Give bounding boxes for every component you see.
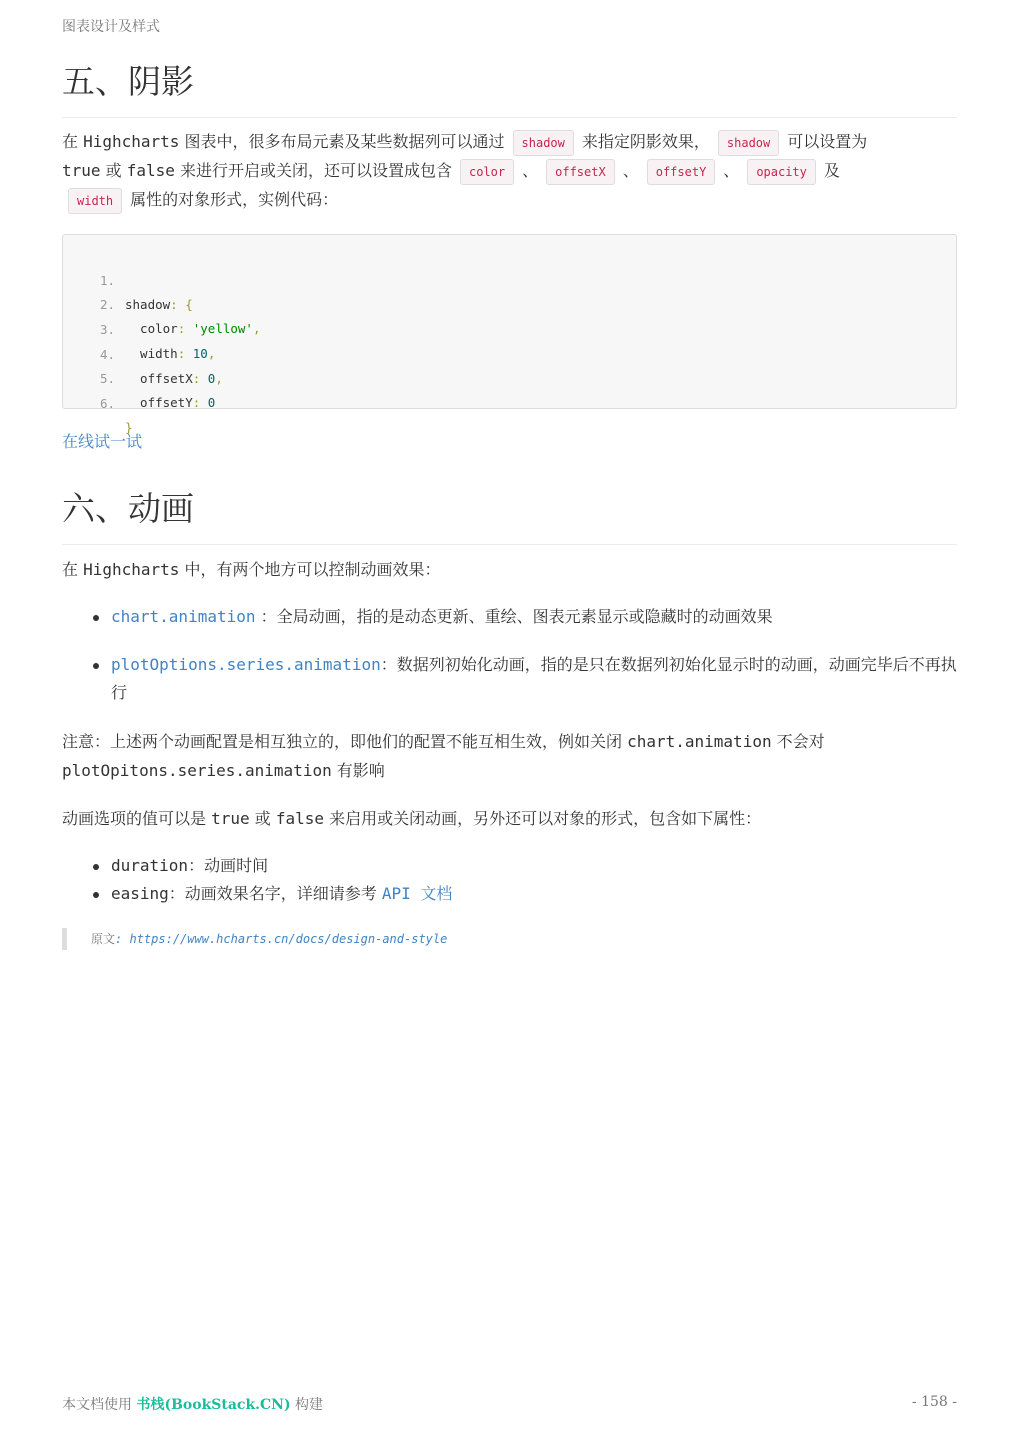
inline-code-series-animation: plotOpitons.series.animation bbox=[62, 761, 332, 780]
code-chip-offsety: offsetY bbox=[647, 159, 716, 185]
series-animation-link[interactable]: plotOptions.series.animation bbox=[111, 655, 381, 674]
inline-code-highcharts: Highcharts bbox=[83, 560, 180, 579]
line-number: 1. bbox=[99, 273, 115, 288]
source-url-link[interactable]: https://www.hcharts.cn/docs/design-and-style bbox=[129, 932, 448, 946]
line-number: 3. bbox=[99, 322, 115, 337]
inline-code-false: false bbox=[275, 809, 324, 828]
list-item: plotOptions.series.animation：数据列初始化动画，指的是只在数据列初始化显示时的动画，动画完毕后不再执行 bbox=[62, 651, 957, 707]
list-item: chart.animation ：全局动画，指的是动态更新、重绘、图表元素显示或隐藏时的动画效果 bbox=[62, 603, 957, 631]
footer-credit: 本文档使用 书栈(BookStack.CN) 构建 bbox=[62, 1397, 324, 1413]
note-paragraph: 注意：上述两个动画配置是相互独立的，即他们的配置不能互相生效，例如关闭 chart.animation 不会对 plotOpitons.series.animation 有影响 bbox=[62, 732, 825, 780]
animation-properties-list bbox=[62, 852, 957, 908]
line-number: 5. bbox=[99, 371, 115, 386]
code-line: 1. shadow: { bbox=[63, 245, 108, 269]
code-chip-width: width bbox=[68, 188, 122, 214]
bookstack-link[interactable]: 书栈(BookStack.CN) bbox=[136, 1397, 291, 1413]
code-chip-shadow: shadow bbox=[718, 130, 779, 156]
chart-animation-link[interactable]: chart.animation bbox=[111, 607, 256, 626]
code-block bbox=[62, 234, 957, 435]
code-line: 5. offsetY: 0 bbox=[63, 343, 108, 367]
code-line: 4. offsetX: 0, bbox=[63, 319, 108, 343]
page-number: - 158 - bbox=[911, 1394, 957, 1410]
api-docs-link[interactable]: API 文档 bbox=[381, 884, 453, 903]
inline-code-false: false bbox=[126, 161, 175, 180]
running-header: 图表设计及样式 bbox=[62, 19, 160, 35]
source-blockquote: 原文: https://www.hcharts.cn/docs/design-and-style bbox=[62, 928, 447, 950]
code-chip-offsetx: offsetX bbox=[546, 159, 615, 185]
animation-intro-paragraph: 在 Highcharts 中，有两个地方可以控制动画效果： bbox=[62, 560, 441, 579]
list-item: easing：动画效果名字，详细请参考 API 文档 bbox=[62, 880, 957, 908]
line-number: 2. bbox=[99, 297, 115, 312]
inline-code-true: true bbox=[211, 809, 250, 828]
animation-options-paragraph: 动画选项的值可以是 true 或 false 来启用或关闭动画，另外还可以对象的形式，包含如下属性： bbox=[62, 809, 762, 828]
code-chip-color: color bbox=[460, 159, 514, 185]
inline-code-true: true bbox=[62, 161, 101, 180]
shadow-intro-paragraph: 在 Highcharts 图表中，很多布局元素及某些数据列可以通过 shadow 来指定阴影效果， shadow 可以设置为 true 或 false 来进行开启或关闭，还可以设置成包含 color 、 offsetX 、 offsetY 、 opacity 及 width 属性的对象形式，实例代码： bbox=[62, 127, 957, 214]
code-chip-opacity: opacity bbox=[747, 159, 816, 185]
section-heading-shadow: 五、阴影 bbox=[62, 56, 957, 118]
line-number: 6. bbox=[99, 396, 115, 411]
section-heading-animation: 六、动画 bbox=[62, 483, 957, 545]
line-number: 4. bbox=[99, 347, 115, 362]
code-line: 2. color: 'yellow', bbox=[63, 269, 108, 293]
list-item: duration：动画时间 bbox=[62, 852, 957, 880]
inline-code-chart-animation: chart.animation bbox=[627, 732, 772, 751]
inline-code-highcharts: Highcharts bbox=[83, 132, 180, 151]
code-line: 6. } bbox=[63, 368, 108, 392]
try-online-link[interactable]: 在线试一试 bbox=[62, 432, 143, 451]
code-chip-shadow: shadow bbox=[513, 130, 574, 156]
code-line: 3. width: 10, bbox=[63, 294, 108, 318]
animation-sources-list bbox=[62, 603, 957, 707]
